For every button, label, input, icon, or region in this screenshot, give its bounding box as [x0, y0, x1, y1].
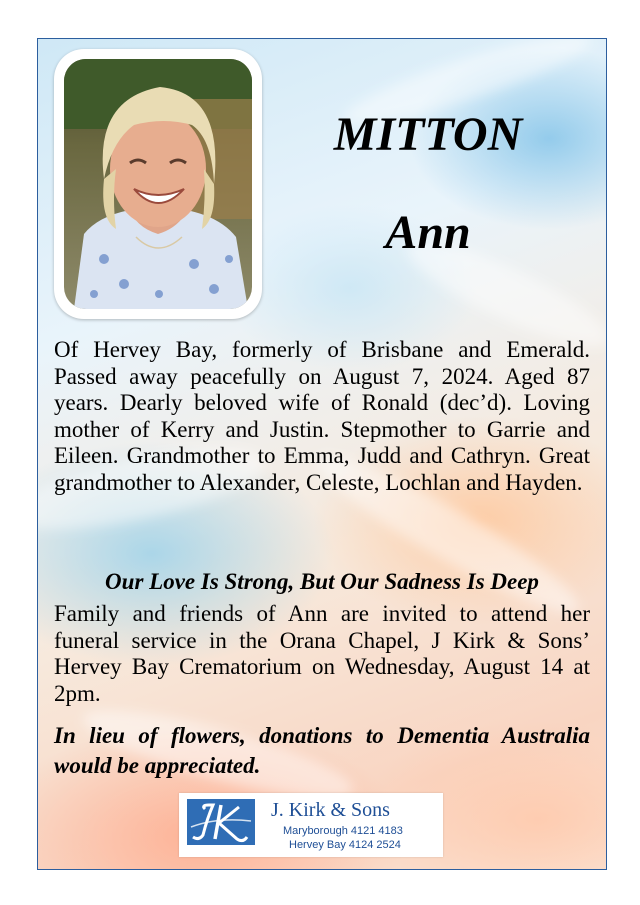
jk-monogram-icon: [187, 799, 255, 845]
phone-hervey-bay: Hervey Bay 4124 2524: [289, 839, 401, 851]
funeral-notice: [37, 38, 607, 870]
biography-text: Of Hervey Bay, formerly of Brisbane and Emerald. Passed away peacefully on August 7, 2024. Aged 87 years. Dearly beloved wife of Ronald (dec’d). Loving mother of Kerry and Justin. Stepmother to Garrie and Eileen. Grandmother to Emma, Judd and Cathryn. Great grandmother to Alexander, Celeste, Lochlan and Hayden.: [54, 337, 590, 495]
funeral-director-name: J. Kirk & Sons: [271, 799, 390, 821]
portrait-frame: [54, 49, 262, 319]
service-details-text: Family and friends of Ann are invited to attend her funeral service in the Orana Chapel, J Kirk & Sons’ Hervey Bay Crematorium on Wednesday, August 14 at 2pm.: [54, 601, 590, 706]
funeral-director-logo: [179, 793, 443, 857]
given-name: Ann: [385, 206, 471, 259]
portrait-photo: [64, 59, 252, 309]
surname: MITTON: [333, 108, 523, 161]
motto-text: Our Love Is Strong, But Our Sadness Is Deep: [105, 569, 539, 594]
donation-text: In lieu of flowers, donations to Dementia Australia would be appreciated.: [54, 723, 590, 778]
jk-monogram-graphic: [187, 799, 255, 845]
portrait-illustration: [64, 59, 252, 309]
phone-maryborough: Maryborough 4121 4183: [283, 825, 403, 837]
